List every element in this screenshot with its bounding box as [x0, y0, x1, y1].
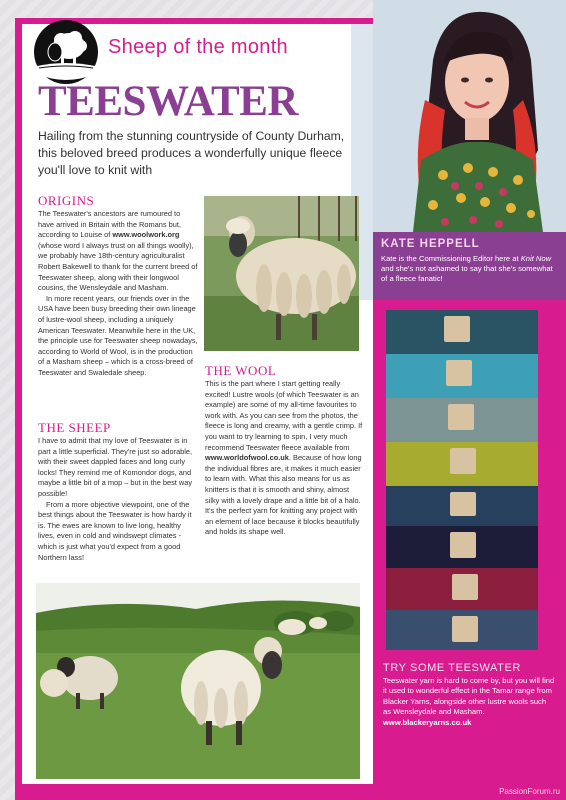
origins-paragraph-1: The Teeswater's ancestors are rumoured to have arrived in Britain with the Romans but, according to Louise of www.woolwork.org (whose word I always trust on all things woolly), we probably have 18th-century agriculturalist Robert Bakewell to thank for the current breed of Teeswater sheep, along with their longwool cousins, the Wensleydale and Masham.	[38, 209, 198, 293]
origins-paragraph-2: In more recent years, our friends over in the USA have been busy breeding their own lineage of lustre-wool sheep, including a uniquely American Teeswater. Meanwhile here in the UK, the principle use for Teeswater sheep nowadays, according to World of Wool, is in the production of a Masham sheep – which is a cross-breed of Teeswater and Swaledale sheep.	[38, 293, 198, 377]
woolwork-link[interactable]: www.woolwork.org	[112, 230, 180, 240]
origins-heading: ORIGINS	[38, 193, 95, 208]
try-text: Teeswater yarn is hard to come by, but you will find it used to wonderful effect in the Tamar range from Blacker Yarns, alongside other lustre wools such as Wensleydale and Masham. www.blackeryarns.co.uk	[383, 676, 555, 727]
teeswater-sheep-photo	[204, 196, 359, 351]
origins-body	[38, 209, 198, 379]
standfirst: Hailing from the stunning countryside of County Durham, this beloved breed produces a wonderfully unique fleece you'll love to knit with	[38, 129, 345, 177]
sheep-heading: THE SHEEP	[38, 420, 111, 435]
sheep-paragraph-1: I have to admit that my love of Teeswater is in part a little superficial. They're just so adorable, with their sweet dappled faces and long curly locks! They remind me of Komondor dogs, and maybe a little bit of a mop – but in the best way possible!	[38, 436, 193, 498]
article-title: TEESWATER	[38, 78, 298, 125]
author-photo	[373, 0, 566, 232]
wool-paragraph-1: This is the part where I start getting really excited! Lustre wools (of which Teeswater is an example) are some of my all-time favourites to work with. As you can see from the photos, the fleece is long and creamy, with a gentle crimp. If you want to try learning to spin, I very much recommend Teeswater fleece available from www.worldofwool.co.uk. Because of how long the individual fibres are, it makes it much easier to learn with. What this also means for us as knitters is that it is smooth and shiny, almost silky with a lovely drape and a little bit of a halo. It's the perfect yarn for knitting any project with an element of lace because it blocks beautifully and holds its shape well.	[205, 379, 363, 537]
sheep-body	[38, 436, 198, 563]
sheep-logo-icon	[29, 16, 103, 84]
worldofwool-link[interactable]: www.worldofwool.co.uk	[205, 453, 289, 463]
wool-heading: THE WOOL	[205, 363, 277, 378]
try-heading: TRY SOME TEESWATER	[383, 662, 521, 674]
field-sheep-photo	[36, 583, 360, 779]
yarn-skeins-photo	[386, 310, 538, 650]
sheep-paragraph-2: From a more objective viewpoint, one of the best things about the Teeswater is how hardy it is. The ewes are known to live long, healthy lives, even in cold and windswept climates - which is just what you'd expect from a good Northern lass!	[38, 499, 192, 562]
wool-body	[205, 379, 363, 538]
author-caption-box	[373, 232, 566, 300]
watermark: PassionForum.ru	[499, 787, 560, 796]
author-name: KATE HEPPELL	[381, 238, 480, 250]
blackeryarns-link[interactable]: www.blackeryarns.co.uk	[383, 717, 472, 727]
magazine-name: Knit Now	[520, 254, 552, 263]
author-bio: Kate is the Commissioning Editor here at Knit Now and she's not ashamed to say that she's somewhat of a fleece fanatic!	[381, 254, 553, 283]
section-kicker: Sheep of the month	[108, 36, 288, 58]
